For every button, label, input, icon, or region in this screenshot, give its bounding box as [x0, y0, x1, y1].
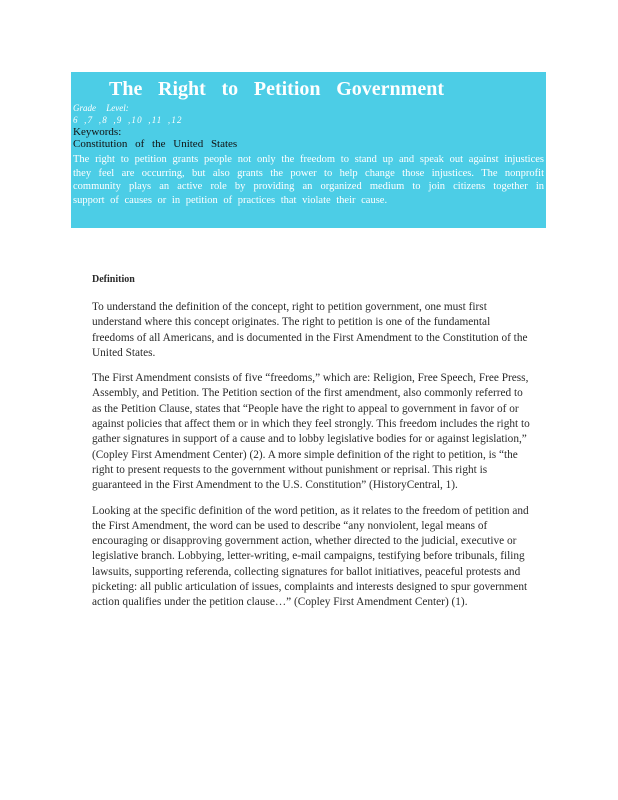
- banner-description: The right to petition grants people not only the freedom to stand up and speak out against injustices they feel are occurring, but also grants the power to help change those injustices. The nonprofit community plays an active role by providing an organized medium to join citizens together in support of causes or in petition of practices that violate their cause.: [73, 154, 544, 206]
- title-word: Right: [158, 78, 206, 100]
- document-body: [92, 273, 533, 621]
- section-heading: Definition: [92, 274, 135, 285]
- grade-level-values: 6 ,7 ,8 ,9 ,10 ,11 ,12: [73, 115, 183, 125]
- paragraph: Looking at the specific definition of the word petition, as it relates to the freedom of petition and the First Amendment, the word can be used to describe “any nonviolent, legal means of encouraging or disapproving government action, whether directed to the judicial, executive or legislative branch. Lobbying, letter-writing, e-mail campaigns, testifying before tribunals, filing lawsuits, supporting referenda, collecting signatures for ballot initiatives, peaceful protests and picketing: all public articulation of issues, complaints and interests designed to spur government action qualifies under the petition clause…” (Copley First Amendment Center) (1).: [92, 504, 529, 609]
- title-word: Petition: [253, 78, 321, 100]
- page-title: [73, 76, 544, 102]
- title-word: to: [221, 78, 239, 100]
- keywords-values: Constitution of the United States: [73, 138, 238, 150]
- paragraph: The First Amendment consists of five “freedoms,” which are: Religion, Free Speech, Free Press, Assembly, and Petition. The Petition section of the first amendment, also commonly referred to as the Petition Clause, states that “People have the right to appeal to government in favor of or against policies that affect them or in which they feel strongly. This freedom includes the right to gather signatures in support of a cause and to lobby legislative bodies for or against legislation,” (Copley First Amendment Center) (2). A more simple definition of the right to petition, is “the right to present requests to the government without punishment or reprisal. This right is guaranteed in the First Amendment to the U.S. Constitution” (HistoryCentral, 1).: [92, 372, 530, 492]
- title-word: The: [109, 78, 143, 100]
- header-banner: [71, 72, 546, 228]
- keywords-label: Keywords:: [73, 126, 122, 138]
- grade-level-label: Grade Level:: [73, 103, 129, 113]
- paragraph: To understand the definition of the concept, right to petition government, one must first understand where this concept originates. The right to petition is one of the fundamental freedoms of all Americans, and is documented in the First Amendment to the Constitution of the United States.: [92, 301, 528, 359]
- title-word: Government: [336, 78, 444, 100]
